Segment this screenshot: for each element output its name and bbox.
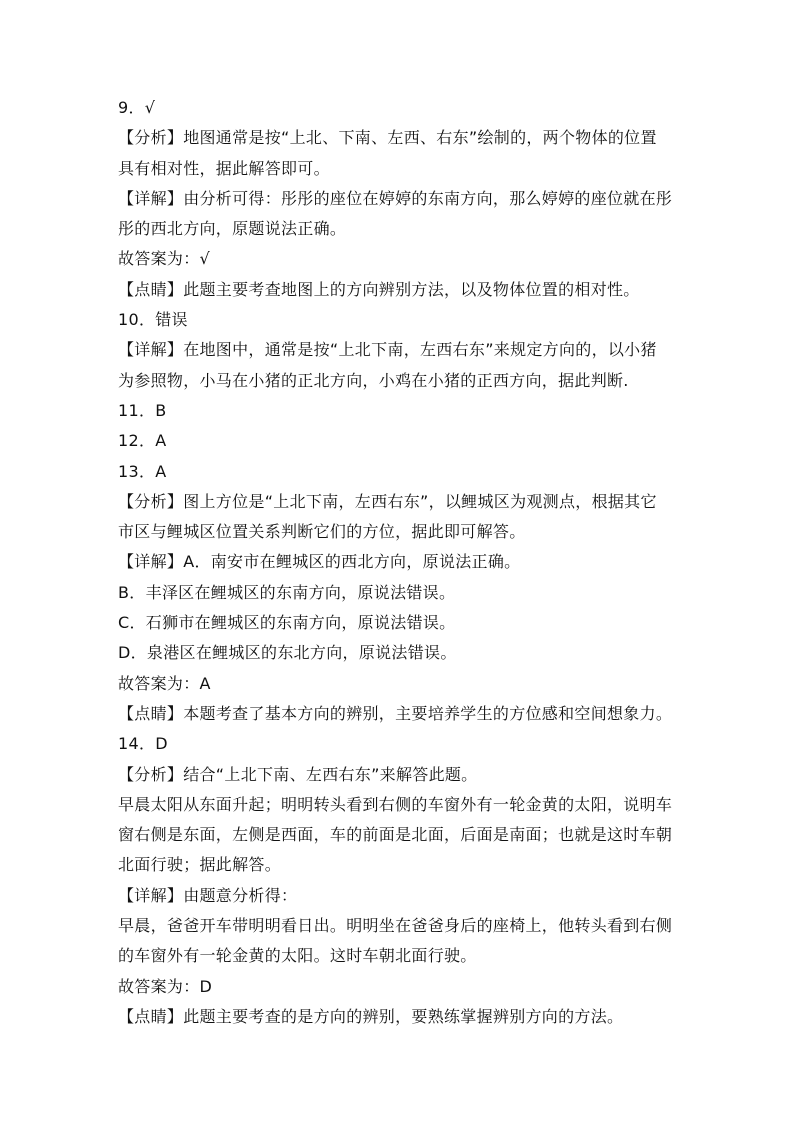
answer-text-block [118, 93, 678, 1032]
explanation-14-line-2: 的车窗外有一轮金黄的太阳。这时车朝北面行驶。 [118, 946, 477, 966]
reasoning-14-line-3: 北面行驶；据此解答。 [118, 855, 282, 875]
explanation-9-line-1: 【详解】由分析可得：彤彤的座位在婷婷的东南方向，那么婷婷的座位就在彤 [118, 188, 673, 208]
answer-11: 11．B [118, 400, 167, 420]
explanation-10-line-2: 为参照物，小马在小猪的正北方向，小鸡在小猪的正西方向，据此判断. [118, 370, 629, 390]
reasoning-14-line-2: 窗右侧是东面，左侧是西面，车的前面是北面，后面是南面；也就是这时车朝 [118, 825, 673, 845]
analysis-9-line-2: 具有相对性，据此解答即可。 [118, 158, 330, 178]
explanation-9-line-2: 彤的西北方向，原题说法正确。 [118, 219, 347, 239]
explanation-14-line-1: 早晨，爸爸开车带明明看日出。明明坐在爸爸身后的座椅上，他转头看到右侧 [118, 916, 673, 936]
answer-13: 13．A [118, 461, 167, 481]
comment-13: 【点睛】本题考查了基本方向的辨别，主要培养学生的方位感和空间想象力。 [118, 703, 673, 723]
analysis-13-line-2: 市区与鲤城区位置关系判断它们的方位，据此即可解答。 [118, 522, 526, 542]
analysis-13-line-1: 【分析】图上方位是“上北下南，左西右东”，以鲤城区为观测点，根据其它 [118, 491, 657, 511]
final-answer-9: 故答案为：√ [118, 249, 210, 269]
answer-14: 14．D [118, 734, 168, 754]
reasoning-14-line-1: 早晨太阳从东面升起；明明转头看到右侧的车窗外有一轮金黄的太阳，说明车 [118, 794, 673, 814]
answer-10: 10．错误 [118, 310, 188, 330]
analysis-14: 【分析】结合“上北下南、左西右东”来解答此题。 [118, 764, 478, 784]
explanation-14-heading: 【详解】由题意分析得： [118, 885, 298, 905]
analysis-9-line-1: 【分析】地图通常是按“上北、下南、左西、右东”绘制的，两个物体的位置 [118, 128, 657, 148]
explanation-13-option-b: B．丰泽区在鲤城区的东南方向，原说法错误。 [118, 582, 456, 602]
answer-9: 9．√ [118, 98, 156, 117]
answer-12: 12．A [118, 431, 167, 451]
explanation-13-option-a: 【详解】A．南安市在鲤城区的西北方向，原说法正确。 [118, 552, 521, 572]
explanation-13-option-c: C．石狮市在鲤城区的东南方向，原说法错误。 [118, 613, 456, 633]
final-answer-13: 故答案为：A [118, 673, 211, 693]
final-answer-14: 故答案为：D [118, 976, 213, 996]
comment-9: 【点睛】此题主要考查地图上的方向辨别方法，以及物体位置的相对性。 [118, 279, 640, 299]
explanation-10-line-1: 【详解】在地图中，通常是按“上北下南，左西右东”来规定方向的，以小猪 [118, 340, 657, 360]
comment-14: 【点睛】此题主要考查的是方向的辨别，要熟练掌握辨别方向的方法。 [118, 1006, 624, 1026]
explanation-13-option-d: D．泉港区在鲤城区的东北方向，原说法错误。 [118, 643, 457, 663]
